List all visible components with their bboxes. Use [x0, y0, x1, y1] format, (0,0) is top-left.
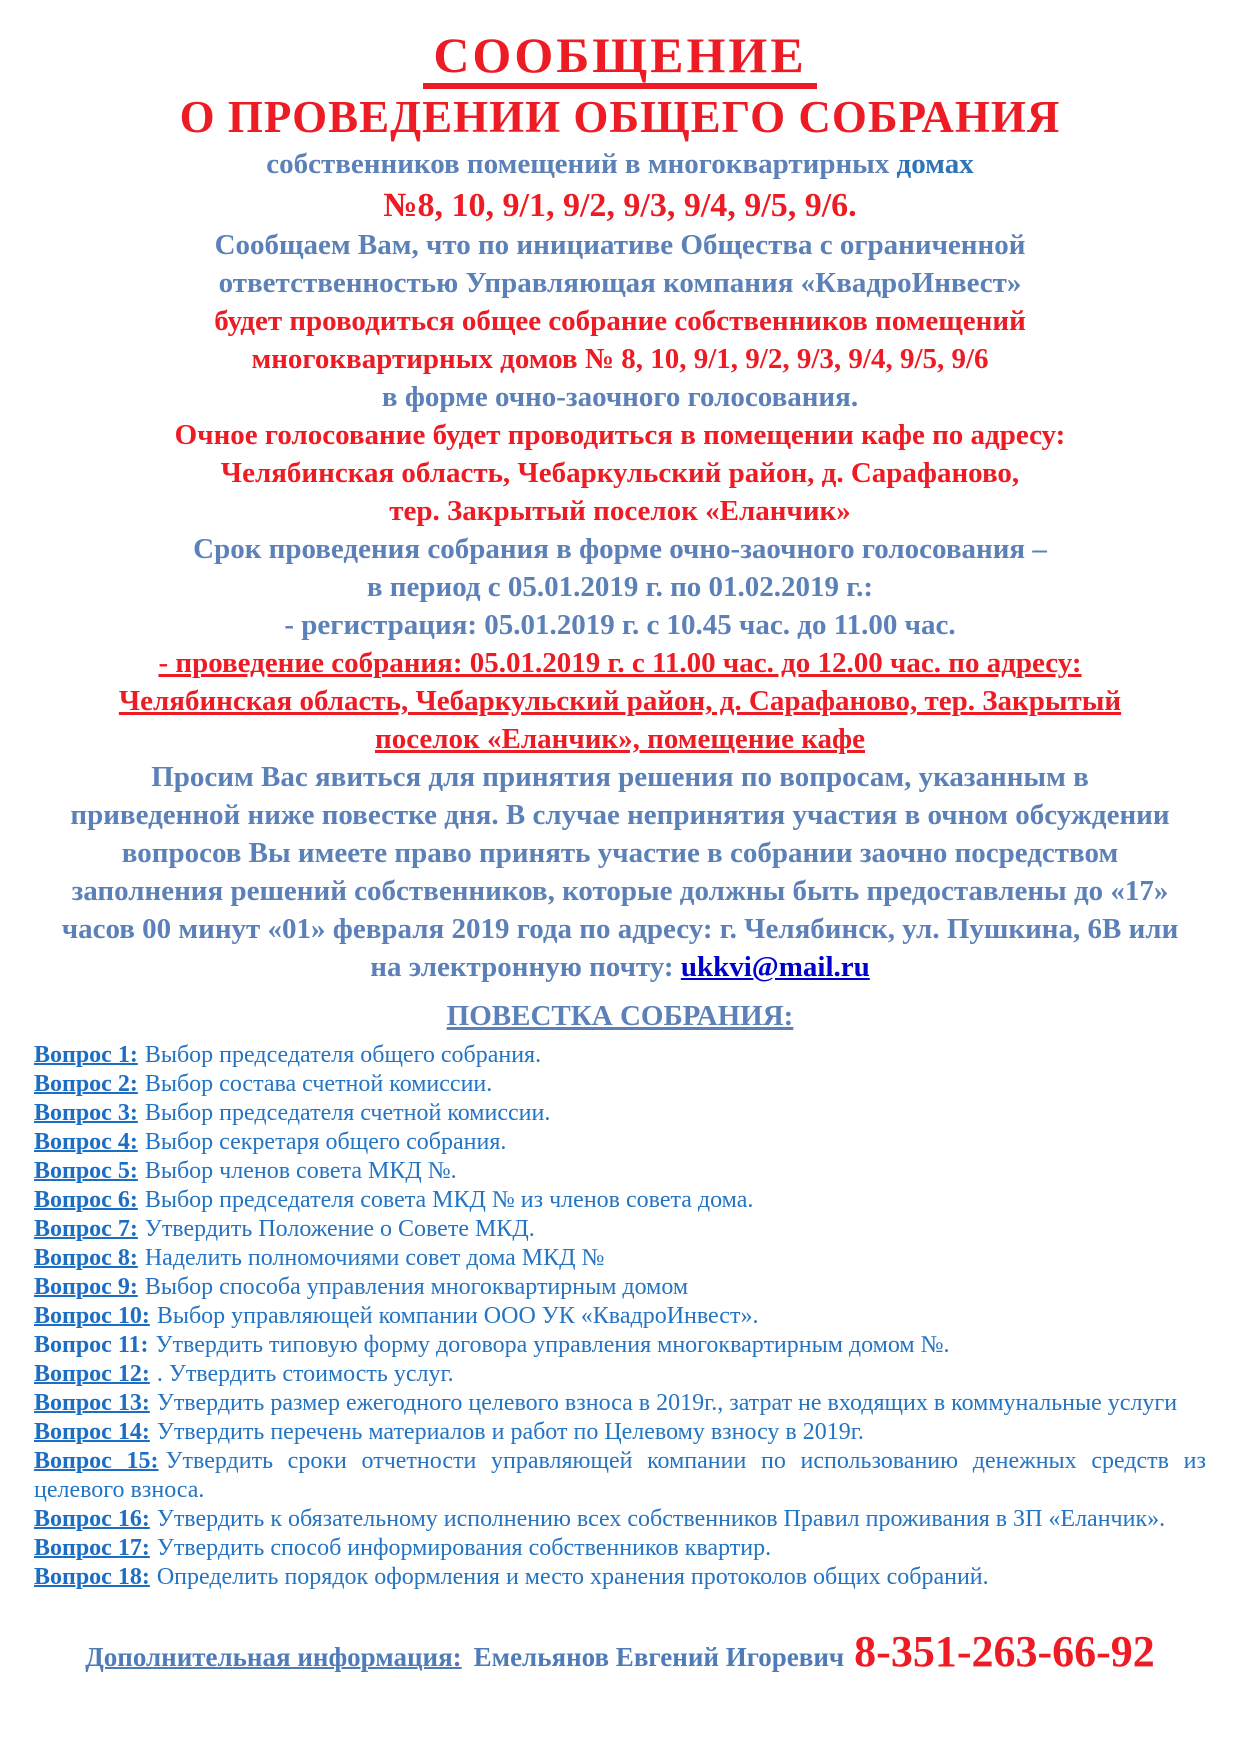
- intro-line: в форме очно-заочного голосования.: [381, 381, 859, 414]
- question-text: Определить порядок оформления и место хранения протоколов общих собраний.: [156, 1564, 989, 1591]
- question-label: Вопрос 9:: [34, 1274, 138, 1301]
- intro-line-underlined: Челябинская область, Чебаркульский район, д. Сарафаново, тер. Закрытый: [118, 685, 1122, 718]
- agenda-item: [34, 1099, 1206, 1128]
- agenda-item: [34, 1534, 1206, 1563]
- question-label: Вопрос 14:: [34, 1419, 150, 1446]
- page-subtitle: О ПРОВЕДЕНИИ ОБЩЕГО СОБРАНИЯ: [179, 92, 1061, 142]
- intro-line: часов 00 минут «01» февраля 2019 года по адресу: г. Челябинск, ул. Пушкина, 6В или: [61, 913, 1179, 946]
- intro-line: многоквартирных домов № 8, 10, 9/1, 9/2, 9/3, 9/4, 9/5, 9/6: [251, 343, 989, 376]
- agenda-item: [34, 1447, 1206, 1505]
- email-line: [34, 948, 1206, 986]
- intro-line: заполнения решений собственников, которые должны быть предоставлены до «17»: [71, 875, 1169, 908]
- owners-text: собственников помещений в многоквартирных: [266, 148, 897, 181]
- agenda-item: [34, 1041, 1206, 1070]
- intro-line: приведенной ниже повестке дня. В случае непринятия участия в очном обсуждении: [70, 799, 1170, 832]
- agenda-item: [34, 1157, 1206, 1186]
- footer: [34, 1626, 1206, 1677]
- question-text: Выбор способа управления многоквартирным домом: [144, 1274, 689, 1301]
- footer-label: Дополнительная информация:: [85, 1642, 462, 1673]
- agenda-list: [34, 1041, 1206, 1592]
- intro-line: в период с 05.01.2019 г. по 01.02.2019 г.:: [366, 571, 874, 604]
- question-text: Выбор председателя счетной комиссии.: [144, 1100, 551, 1127]
- question-text: Выбор членов совета МКД №.: [144, 1158, 457, 1185]
- agenda-item: [34, 1389, 1206, 1418]
- agenda-item: [34, 1273, 1206, 1302]
- question-text: Выбор председателя совета МКД № из членов совета дома.: [144, 1187, 754, 1214]
- intro-line: тер. Закрытый поселок «Еланчик»: [389, 495, 851, 528]
- intro-line: Срок проведения собрания в форме очно-заочного голосования –: [193, 533, 1047, 566]
- question-label: Вопрос 1:: [34, 1042, 138, 1069]
- intro-line: Просим Вас явиться для принятия решения по вопросам, указанным в: [151, 761, 1089, 794]
- question-label: Вопрос 18:: [34, 1564, 150, 1591]
- question-text: Утвердить размер ежегодного целевого взноса в 2019г., затрат не входящих в коммунальные услуги: [156, 1390, 1178, 1417]
- email-prefix: на электронную почту:: [370, 951, 681, 984]
- intro-line: Очное голосование будет проводиться в помещении кафе по адресу:: [174, 419, 1066, 452]
- question-text: Выбор управляющей компании ООО УК «КвадроИнвест».: [156, 1303, 759, 1330]
- question-text: Утвердить к обязательному исполнению всех собственников Правил проживания в ЗП «Еланчик».: [156, 1506, 1166, 1533]
- owners-emphasis: домах: [896, 148, 974, 181]
- question-text: Утвердить способ информирования собственников квартир.: [156, 1535, 772, 1562]
- question-text: Выбор состава счетной комиссии.: [144, 1071, 493, 1098]
- question-label: Вопрос 17:: [34, 1535, 150, 1562]
- owners-line: [34, 147, 1206, 181]
- question-label: Вопрос 13:: [34, 1390, 150, 1417]
- contact-name: Емельянов Евгений Игоревич: [473, 1642, 845, 1673]
- question-label: Вопрос 5:: [34, 1158, 138, 1185]
- question-text: Наделить полномочиями совет дома МКД №: [144, 1245, 605, 1272]
- question-label: Вопрос 8:: [34, 1245, 138, 1272]
- question-label: Вопрос 11:: [34, 1332, 149, 1359]
- question-label: Вопрос 15:: [34, 1448, 159, 1475]
- question-text: Выбор секретаря общего собрания.: [144, 1129, 507, 1156]
- question-label: Вопрос 7:: [34, 1216, 138, 1243]
- intro-line: - регистрация: 05.01.2019 г. с 10.45 час. до 11.00 час.: [284, 609, 956, 642]
- question-text: . Утвердить стоимость услуг.: [156, 1361, 454, 1388]
- intro-line-underlined: - проведение собрания: 05.01.2019 г. с 11.00 час. до 12.00 час. по адресу:: [158, 647, 1082, 680]
- agenda-item: [34, 1418, 1206, 1447]
- house-numbers: №8, 10, 9/1, 9/2, 9/3, 9/4, 9/5, 9/6.: [383, 187, 857, 225]
- question-text: Утвердить сроки отчетности управляющей компании по использованию денежных средств из целевого взноса.: [34, 1448, 1207, 1504]
- agenda-heading-row: [34, 1000, 1206, 1033]
- intro-line: Челябинская область, Чебаркульский район, д. Сарафаново,: [220, 457, 1020, 490]
- question-label: Вопрос 10:: [34, 1303, 150, 1330]
- agenda-item: [34, 1360, 1206, 1389]
- agenda-item: [34, 1302, 1206, 1331]
- agenda-item: [34, 1244, 1206, 1273]
- contact-phone: 8-351-263-66-92: [854, 1627, 1155, 1677]
- question-label: Вопрос 16:: [34, 1506, 150, 1533]
- intro-line: будет проводиться общее собрание собственников помещений: [214, 305, 1026, 338]
- question-label: Вопрос 3:: [34, 1100, 138, 1127]
- agenda-item: [34, 1128, 1206, 1157]
- agenda-item: [34, 1215, 1206, 1244]
- title-row: [34, 28, 1206, 89]
- intro-line: Сообщаем Вам, что по инициативе Общества с ограниченной: [214, 229, 1026, 262]
- question-text: Утвердить перечень материалов и работ по Целевому взносу в 2019г.: [156, 1419, 864, 1446]
- agenda-heading: ПОВЕСТКА СОБРАНИЯ:: [446, 1000, 794, 1033]
- question-label: Вопрос 4:: [34, 1129, 138, 1156]
- question-text: Выбор председателя общего собрания.: [144, 1042, 542, 1069]
- page-title: СООБЩЕНИЕ: [423, 28, 816, 89]
- agenda-item: [34, 1331, 1206, 1360]
- email-link[interactable]: ukkvi@mail.ru: [680, 951, 870, 984]
- question-text: Утвердить Положение о Совете МКД.: [144, 1216, 535, 1243]
- intro-line: ответственностью Управляющая компания «КвадроИнвест»: [218, 267, 1022, 300]
- agenda-item: [34, 1505, 1206, 1534]
- intro-line-underlined: поселок «Еланчик», помещение кафе: [374, 723, 865, 756]
- agenda-item: [34, 1070, 1206, 1099]
- question-label: Вопрос 2:: [34, 1071, 138, 1098]
- question-label: Вопрос 6:: [34, 1187, 138, 1214]
- question-text: Утвердить типовую форму договора управления многоквартирным домом №.: [155, 1332, 950, 1359]
- agenda-item: [34, 1563, 1206, 1592]
- intro-line: вопросов Вы имеете право принять участие в собрании заочно посредством: [121, 837, 1119, 870]
- agenda-item: [34, 1186, 1206, 1215]
- question-label: Вопрос 12:: [34, 1361, 150, 1388]
